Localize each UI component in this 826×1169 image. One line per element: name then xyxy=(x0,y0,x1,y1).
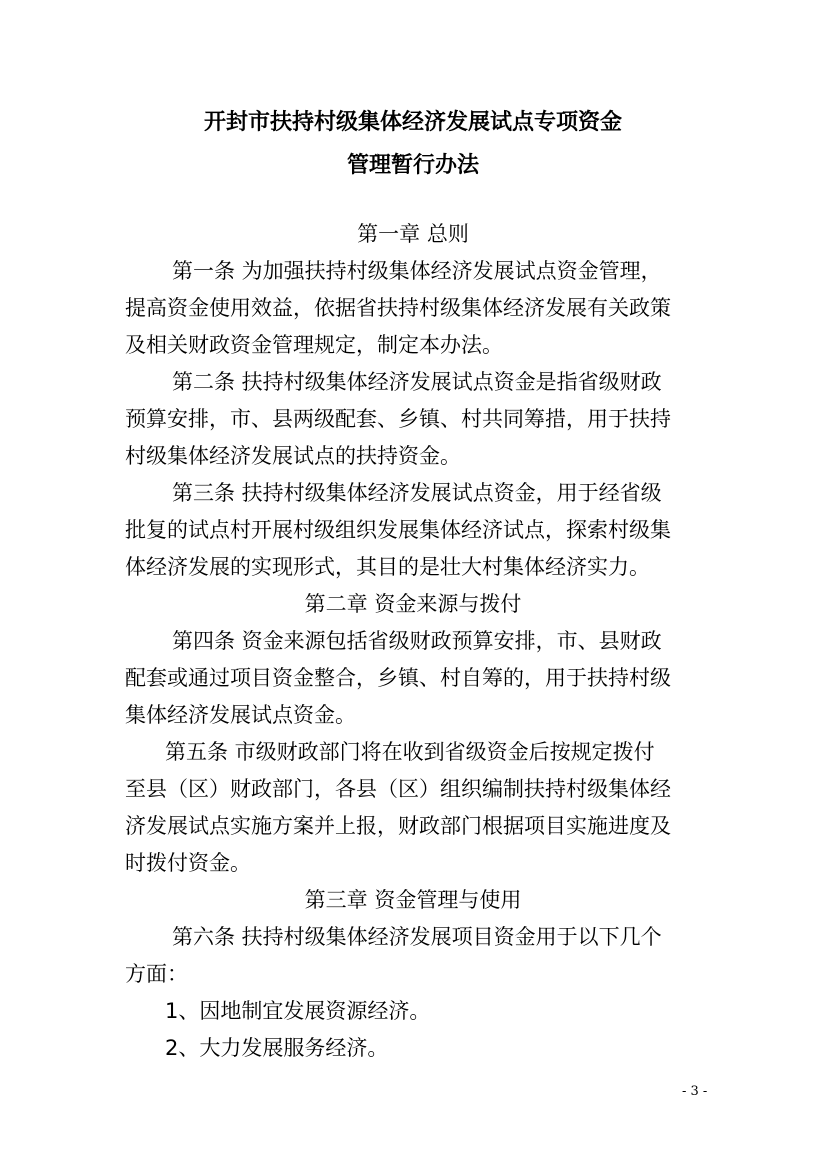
article-2-line-2: 预算安排，市、县两级配套、乡镇、村共同筹措，用于扶持 xyxy=(125,407,671,431)
article-5-line-4: 时拨付资金。 xyxy=(125,851,251,875)
page-number: - 3 - xyxy=(682,1084,708,1099)
chapter-heading-2: 第二章 资金来源与拨付 xyxy=(304,592,522,616)
article-5-line-2: 至县（区）财政部门，各县（区）组织编制扶持村级集体经 xyxy=(125,777,671,801)
article-4-line-2: 配套或通过项目资金整合，乡镇、村自筹的，用于扶持村级 xyxy=(125,666,671,690)
list-item-1: 1、因地制宜发展资源经济。 xyxy=(165,999,431,1023)
article-5-line-3: 济发展试点实施方案并上报，财政部门根据项目实施进度及 xyxy=(125,814,671,838)
article-4-line-3: 集体经济发展试点资金。 xyxy=(125,703,356,727)
chapter-heading-1: 第一章 总则 xyxy=(357,222,469,246)
article-1-line-3: 及相关财政资金管理规定，制定本办法。 xyxy=(125,333,503,357)
article-2-line-1: 第二条 扶持村级集体经济发展试点资金是指省级财政 xyxy=(172,370,662,394)
article-3-line-1: 第三条 扶持村级集体经济发展试点资金，用于经省级 xyxy=(172,481,662,505)
article-5-line-1: 第五条 市级财政部门将在收到省级资金后按规定拨付 xyxy=(165,740,655,764)
list-item-2: 2、大力发展服务经济。 xyxy=(165,1036,389,1060)
article-3-line-2: 批复的试点村开展村级组织发展集体经济试点，探索村级集 xyxy=(125,518,671,542)
article-3-line-3: 体经济发展的实现形式，其目的是壮大村集体经济实力。 xyxy=(125,555,650,579)
document-title-line-2: 管理暂行办法 xyxy=(346,153,479,178)
article-1-line-1: 第一条 为加强扶持村级集体经济发展试点资金管理， xyxy=(172,259,662,283)
chapter-heading-3: 第三章 资金管理与使用 xyxy=(304,888,522,912)
article-1-line-2: 提高资金使用效益，依据省扶持村级集体经济发展有关政策 xyxy=(125,296,671,320)
article-6-line-2: 方面： xyxy=(125,962,188,986)
article-2-line-3: 村级集体经济发展试点的扶持资金。 xyxy=(125,444,461,468)
document-title-line-1: 开封市扶持村级集体经济发展试点专项资金 xyxy=(203,110,622,135)
article-6-line-1: 第六条 扶持村级集体经济发展项目资金用于以下几个 xyxy=(172,925,662,949)
article-4-line-1: 第四条 资金来源包括省级财政预算安排，市、县财政 xyxy=(172,629,662,653)
